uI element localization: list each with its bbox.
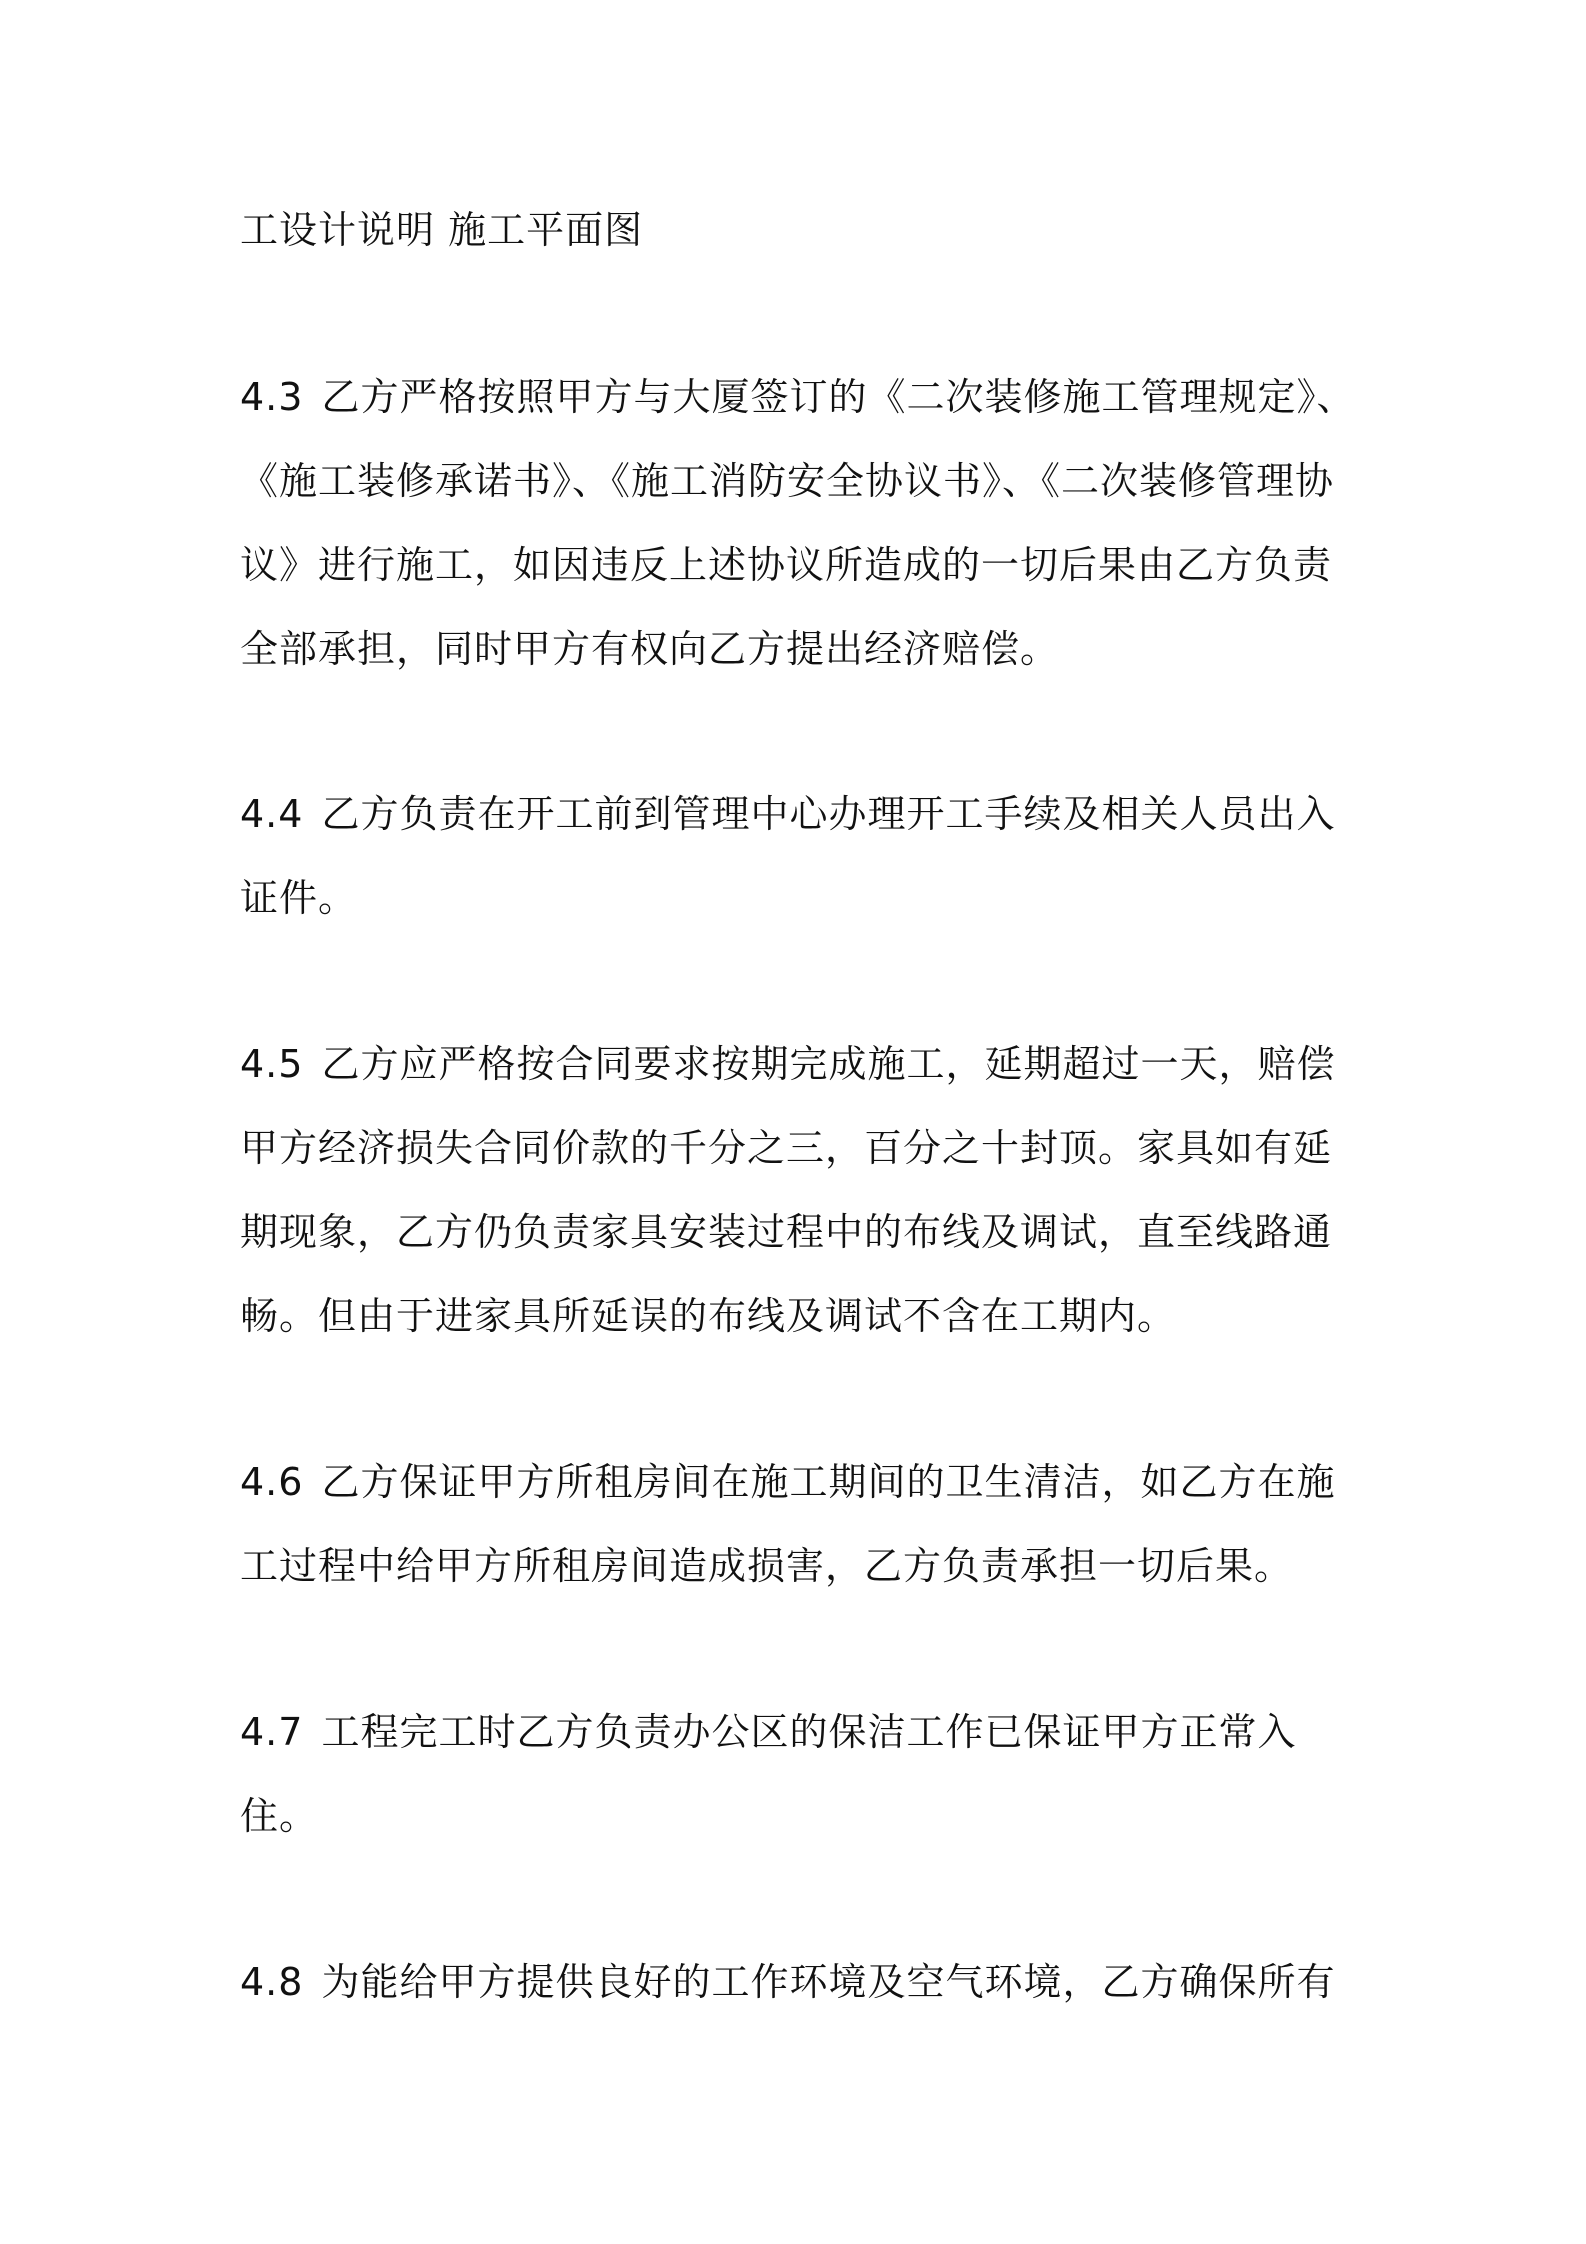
- clause-4-8: [240, 1940, 1360, 2024]
- clause-text: 工程完工时乙方负责办公区的保洁工作已保证甲方正常入住。: [240, 1710, 1297, 1838]
- clause-number: 4.6: [240, 1460, 304, 1504]
- clause-text: 为能给甲方提供良好的工作环境及空气环境，乙方确保所有: [321, 1960, 1336, 2004]
- clause-4-7: [240, 1690, 1360, 1858]
- clause-number: 4.4: [240, 792, 304, 836]
- clause-number: 4.7: [240, 1710, 304, 1754]
- clause-4-5: [240, 1022, 1360, 1358]
- clause-number: 4.8: [240, 1960, 304, 2004]
- clause-number: 4.3: [240, 375, 304, 419]
- page-heading: 工设计说明 施工平面图: [240, 208, 644, 252]
- clause-4-3: [240, 355, 1360, 691]
- clause-4-4: [240, 772, 1360, 940]
- clause-text: 乙方保证甲方所租房间在施工期间的卫生清洁，如乙方在施工过程中给甲方所租房间造成损害，乙方负责承担一切后果。: [240, 1460, 1336, 1588]
- clause-number: 4.5: [240, 1042, 304, 1086]
- clause-text: 乙方严格按照甲方与大厦签订的《二次装修施工管理规定》、《施工装修承诺书》、《施工消防安全协议书》、《二次装修管理协议》进行施工，如因违反上述协议所造成的一切后果由乙方负责全部承担，同时甲方有权向乙方提出经济赔偿。: [240, 375, 1356, 671]
- clause-text: 乙方应严格按合同要求按期完成施工，延期超过一天，赔偿甲方经济损失合同价款的千分之三，百分之十封顶。家具如有延期现象，乙方仍负责家具安装过程中的布线及调试，直至线路通畅。但由于进家具所延误的布线及调试不含在工期内。: [240, 1042, 1336, 1338]
- clause-text: 乙方负责在开工前到管理中心办理开工手续及相关人员出入证件。: [240, 792, 1336, 920]
- clause-4-6: [240, 1440, 1360, 1608]
